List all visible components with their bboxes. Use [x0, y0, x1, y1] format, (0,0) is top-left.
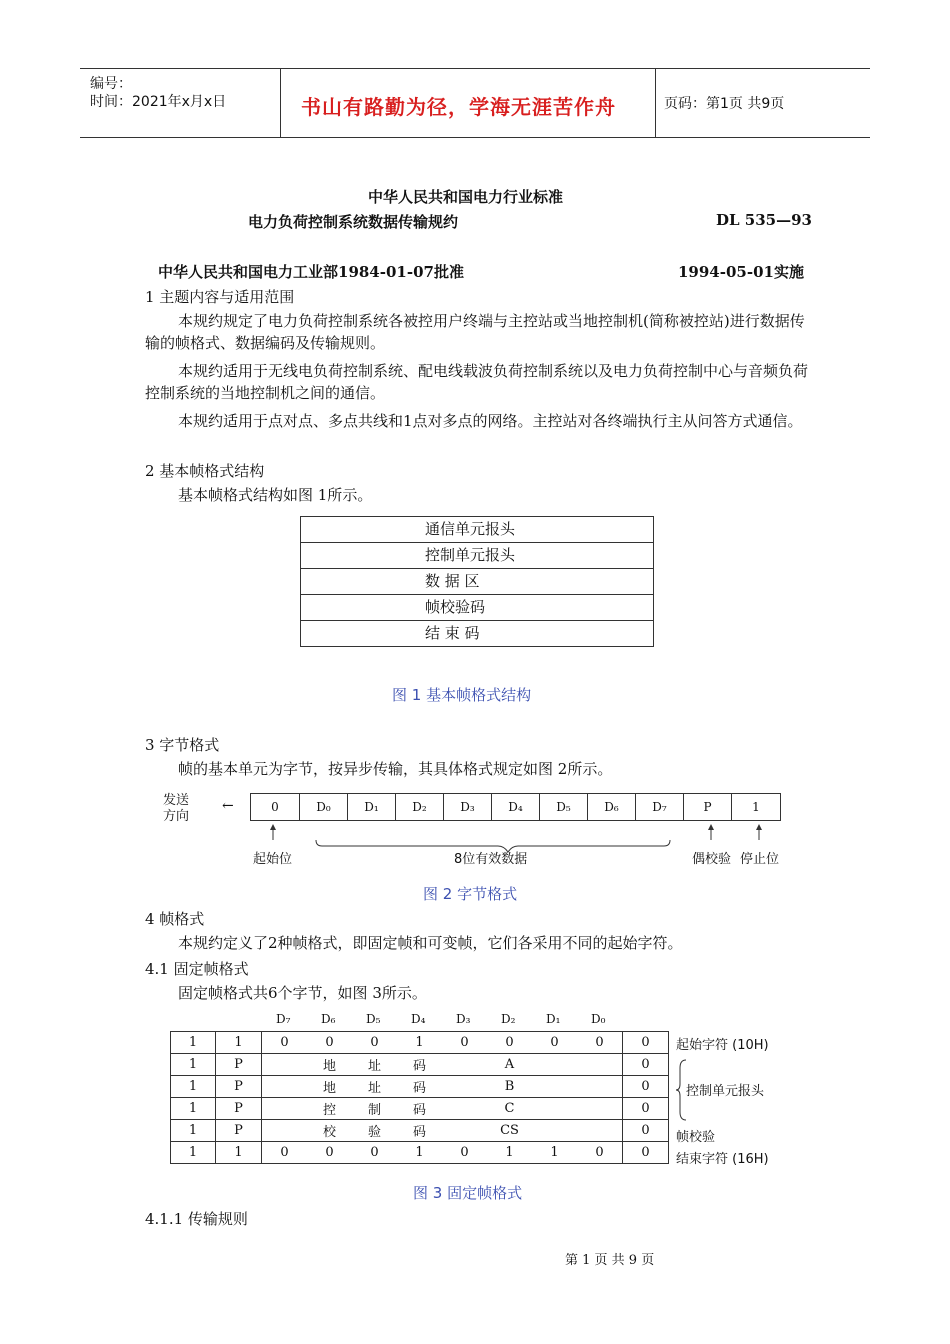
- section-3-paragraph: 帧的基本单元为字节，按异步传输，其具体格式规定如图 2所示。: [178, 760, 613, 778]
- doc-code: DL 535—93: [716, 211, 812, 229]
- section-4-1-1-heading: 4.1.1 传输规则: [145, 1210, 248, 1228]
- frame-table-cell: 0: [262, 1142, 308, 1164]
- frame-table-cell: 1: [171, 1142, 216, 1164]
- send-direction-label: [163, 793, 189, 825]
- frame-table-cell: P: [216, 1120, 262, 1142]
- frame-table-cell: [442, 1120, 487, 1142]
- frame-table-cell: 0: [442, 1032, 487, 1054]
- byte-bit-cell: D₁: [347, 793, 396, 821]
- bit-header: D₄: [411, 1012, 426, 1026]
- frame-table-cell: P: [216, 1098, 262, 1120]
- frame-table-cell: 地: [307, 1076, 352, 1098]
- header-motto-cell: [280, 69, 656, 137]
- frame-table-cell: 1: [397, 1142, 442, 1164]
- frame-table-cell: 校: [307, 1120, 352, 1142]
- byte-bit-cell: D₇: [635, 793, 684, 821]
- frame-table-cell: C: [487, 1098, 532, 1120]
- frame-table-cell: 0: [623, 1076, 669, 1098]
- frame-table-cell: P: [216, 1054, 262, 1076]
- frame-table-cell: [442, 1076, 487, 1098]
- frame-table-cell: 1: [487, 1142, 532, 1164]
- frame-table-cell: 控: [307, 1098, 352, 1120]
- frame-table-cell: 0: [623, 1120, 669, 1142]
- frame-table-cell: 地: [307, 1054, 352, 1076]
- frame-table-cell: 0: [577, 1142, 623, 1164]
- frame-table-cell: [577, 1098, 623, 1120]
- figure-3-caption: 图 3 固定帧格式: [413, 1184, 523, 1202]
- frame-table-cell: 0: [307, 1032, 352, 1054]
- frame-table-row: [171, 1142, 669, 1164]
- note-end-char: 结束字符 (16H): [676, 1152, 769, 1167]
- motto: 书山有路勤为径，学海无涯苦作舟: [301, 95, 616, 119]
- frame-table-cell: 0: [577, 1032, 623, 1054]
- number-label: 编号：: [90, 76, 132, 92]
- frame-table-cell: 制: [352, 1098, 397, 1120]
- byte-bit-cell: D₅: [539, 793, 588, 821]
- section-1-paragraph-3: 本规约适用于点对点、多点共线和1点对多点的网络。主控站对各终端执行主从问答方式通信。: [178, 412, 803, 430]
- byte-bit-cell: D₄: [491, 793, 540, 821]
- frame-table-cell: 址: [352, 1054, 397, 1076]
- standard-category: 中华人民共和国电力行业标准: [368, 188, 564, 206]
- section-1-heading: 1 主题内容与适用范围: [145, 288, 295, 306]
- bit-header: D₂: [501, 1012, 516, 1026]
- section-2-heading: 2 基本帧格式结构: [145, 462, 265, 480]
- header-page-cell: [656, 69, 870, 137]
- frame-table-cell: 址: [352, 1076, 397, 1098]
- note-control-header: 控制单元报头: [686, 1084, 765, 1099]
- page-header: [80, 68, 870, 138]
- frame-table-cell: P: [216, 1076, 262, 1098]
- byte-bit-cell: D₀: [299, 793, 348, 821]
- section-2-paragraph: 基本帧格式结构如图 1所示。: [178, 486, 373, 504]
- frame-table-cell: 码: [397, 1120, 442, 1142]
- page-footer: 第 1 页 共 9 页: [565, 1253, 655, 1268]
- byte-bit-cell: P: [683, 793, 732, 821]
- frame-table-cell: 0: [487, 1032, 532, 1054]
- send-direction-label-line1: 发送: [163, 793, 190, 808]
- figure-1-frame-structure: [300, 516, 654, 647]
- frame-table-cell: [532, 1098, 577, 1120]
- frame-table-row: [171, 1032, 669, 1054]
- byte-bit-cell: 0: [250, 793, 300, 821]
- byte-bit-cell: D₂: [395, 793, 444, 821]
- frame-table-row: [171, 1098, 669, 1120]
- data-bits-label: 8位有效数据: [454, 852, 528, 867]
- parity-label: 偶校验: [692, 852, 732, 867]
- figure-1-caption: 图 1 基本帧格式结构: [392, 686, 532, 704]
- frame-table-row: [171, 1076, 669, 1098]
- frame-table-cell: [262, 1054, 308, 1076]
- stop-bit-label: 停止位: [740, 852, 780, 867]
- frame-table-cell: A: [487, 1054, 532, 1076]
- time-label: 时间：2021年x月x日: [90, 94, 227, 110]
- frame-table-cell: [577, 1054, 623, 1076]
- frame-row: 通信单元报头: [301, 517, 653, 543]
- bit-header: D₆: [321, 1012, 336, 1026]
- start-bit-label: 起始位: [253, 852, 293, 867]
- byte-bit-cell: D₃: [443, 793, 492, 821]
- frame-table-cell: 0: [442, 1142, 487, 1164]
- start-bit-arrowhead-icon: [270, 824, 276, 830]
- section-4-heading: 4 帧格式: [145, 910, 205, 928]
- bit-header: D₀: [591, 1012, 606, 1026]
- frame-table-cell: 0: [623, 1054, 669, 1076]
- frame-row: 结 束 码: [425, 624, 480, 642]
- frame-table-cell: [442, 1098, 487, 1120]
- frame-table-cell: 0: [623, 1098, 669, 1120]
- frame-table-cell: 码: [397, 1076, 442, 1098]
- parity-arrowhead-icon: [708, 824, 714, 830]
- frame-table-cell: 1: [216, 1142, 262, 1164]
- byte-bit-cell: 1: [731, 793, 781, 821]
- frame-table-cell: 1: [171, 1076, 216, 1098]
- effective-date: 1994-05-01实施: [678, 263, 804, 281]
- send-direction-label-line2: 方向: [163, 809, 190, 824]
- frame-table-cell: [262, 1076, 308, 1098]
- frame-table-cell: 验: [352, 1120, 397, 1142]
- frame-table-cell: 0: [352, 1142, 397, 1164]
- frame-table-cell: 1: [397, 1032, 442, 1054]
- frame-table-cell: B: [487, 1076, 532, 1098]
- frame-table-row: [171, 1054, 669, 1076]
- frame-table-cell: 0: [352, 1032, 397, 1054]
- frame-table-cell: 1: [532, 1142, 577, 1164]
- frame-table-cell: 1: [171, 1120, 216, 1142]
- frame-table-cell: 1: [171, 1054, 216, 1076]
- frame-table-cell: 0: [307, 1142, 352, 1164]
- frame-table-cell: 1: [171, 1032, 216, 1054]
- note-start-char: 起始字符 (10H): [676, 1038, 769, 1053]
- frame-table-cell: [577, 1120, 623, 1142]
- stop-bit-arrowhead-icon: [756, 824, 762, 830]
- doc-title: 电力负荷控制系统数据传输规约: [248, 213, 459, 231]
- frame-table-cell: 0: [623, 1142, 669, 1164]
- figure-2-caption: 图 2 字节格式: [423, 885, 518, 903]
- frame-table-cell: [442, 1054, 487, 1076]
- note-checksum: 帧校验: [676, 1130, 716, 1145]
- byte-bit-cell: D₆: [587, 793, 636, 821]
- header-meta: [80, 69, 280, 137]
- bit-header: D₅: [366, 1012, 381, 1026]
- section-4-paragraph: 本规约定义了2种帧格式，即固定帧和可变帧，它们各采用不同的起始字符。: [178, 934, 683, 952]
- frame-row: 数 据 区: [301, 569, 653, 595]
- frame-table-cell: 1: [171, 1098, 216, 1120]
- frame-table-cell: CS: [487, 1120, 532, 1142]
- frame-table-cell: [577, 1076, 623, 1098]
- section-4-1-paragraph: 固定帧格式共6个字节，如图 3所示。: [178, 984, 427, 1002]
- frame-row: 控制单元报头: [301, 543, 653, 569]
- frame-table-cell: [262, 1098, 308, 1120]
- frame-table-cell: 1: [216, 1032, 262, 1054]
- frame-table-cell: [532, 1076, 577, 1098]
- frame-table-cell: [532, 1120, 577, 1142]
- section-3-heading: 3 字节格式: [145, 736, 220, 754]
- frame-table-cell: [262, 1120, 308, 1142]
- frame-table-cell: 0: [623, 1032, 669, 1054]
- section-4-1-heading: 4.1 固定帧格式: [145, 960, 249, 978]
- frame-table-cell: 0: [532, 1032, 577, 1054]
- figure-3-fixed-frame: [170, 1031, 669, 1164]
- frame-table-cell: 0: [262, 1032, 308, 1054]
- bit-header: D₁: [546, 1012, 561, 1026]
- frame-row: 帧校验码: [301, 595, 653, 621]
- frame-table-cell: 码: [397, 1054, 442, 1076]
- frame-table-cell: 码: [397, 1098, 442, 1120]
- section-1-paragraph-1: 本规约规定了电力负荷控制系统各被控用户终端与主控站或当地控制机(简称被控站)进行数据传输的帧格式、数据编码及传输规则。: [145, 312, 805, 352]
- frame-table-row: [171, 1120, 669, 1142]
- frame-table-cell: [532, 1054, 577, 1076]
- section-1-paragraph-2: 本规约适用于无线电负荷控制系统、配电线载波负荷控制系统以及电力负荷控制中心与音频负荷控制系统的当地控制机之间的通信。: [145, 362, 809, 402]
- direction-arrow-icon: ←: [222, 798, 234, 814]
- bit-header: D₇: [276, 1012, 291, 1026]
- bit-header: D₃: [456, 1012, 471, 1026]
- approval-line: 中华人民共和国电力工业部1984-01-07批准: [158, 263, 464, 281]
- page-info: 页码：第1页 共9页: [664, 96, 785, 112]
